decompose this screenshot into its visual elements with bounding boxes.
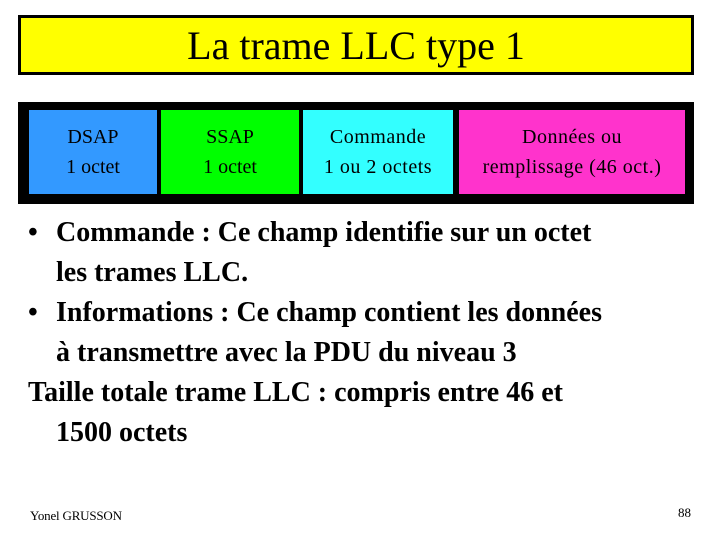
author-footer: Yonel GRUSSON (30, 508, 122, 523)
bullet-list (28, 213, 708, 453)
llc-frame-diagram (18, 102, 694, 204)
bullet-dot-icon: • (28, 217, 38, 248)
field-dsap-name: DSAP (67, 126, 119, 148)
field-commande-name: Commande (329, 126, 427, 148)
total-size-line1: Taille totale trame LLC : compris entre 46 et (28, 377, 563, 408)
total-size-text (28, 373, 708, 453)
bullet-commande-line2: les trames LLC. (56, 257, 249, 288)
field-ssap (161, 110, 299, 194)
field-donnees (459, 110, 685, 194)
total-size-line2: 1500 octets (56, 417, 188, 448)
bullet-commande-line1: Commande : Ce champ identifie sur un octet (56, 217, 592, 248)
field-donnees-size: remplissage (46 oct.) (482, 156, 662, 178)
field-dsap-size: 1 octet (66, 156, 120, 178)
bullet-informations-line1: Informations : Ce champ contient les données (56, 297, 602, 328)
bullet-informations-line2: à transmettre avec la PDU du niveau 3 (56, 337, 517, 368)
field-ssap-name: SSAP (206, 126, 254, 148)
page-number: 88 (678, 505, 691, 520)
bullet-item-commande (28, 213, 708, 293)
field-dsap (29, 110, 157, 194)
bullet-item-informations (28, 293, 708, 373)
field-commande (303, 110, 453, 194)
bullet-dot-icon: • (28, 297, 38, 328)
field-commande-size: 1 ou 2 octets (323, 156, 433, 178)
slide-title: La trame LLC type 1 (187, 23, 525, 68)
title-box (18, 15, 694, 75)
field-donnees-name: Données ou (522, 126, 622, 148)
field-ssap-size: 1 octet (203, 156, 257, 178)
